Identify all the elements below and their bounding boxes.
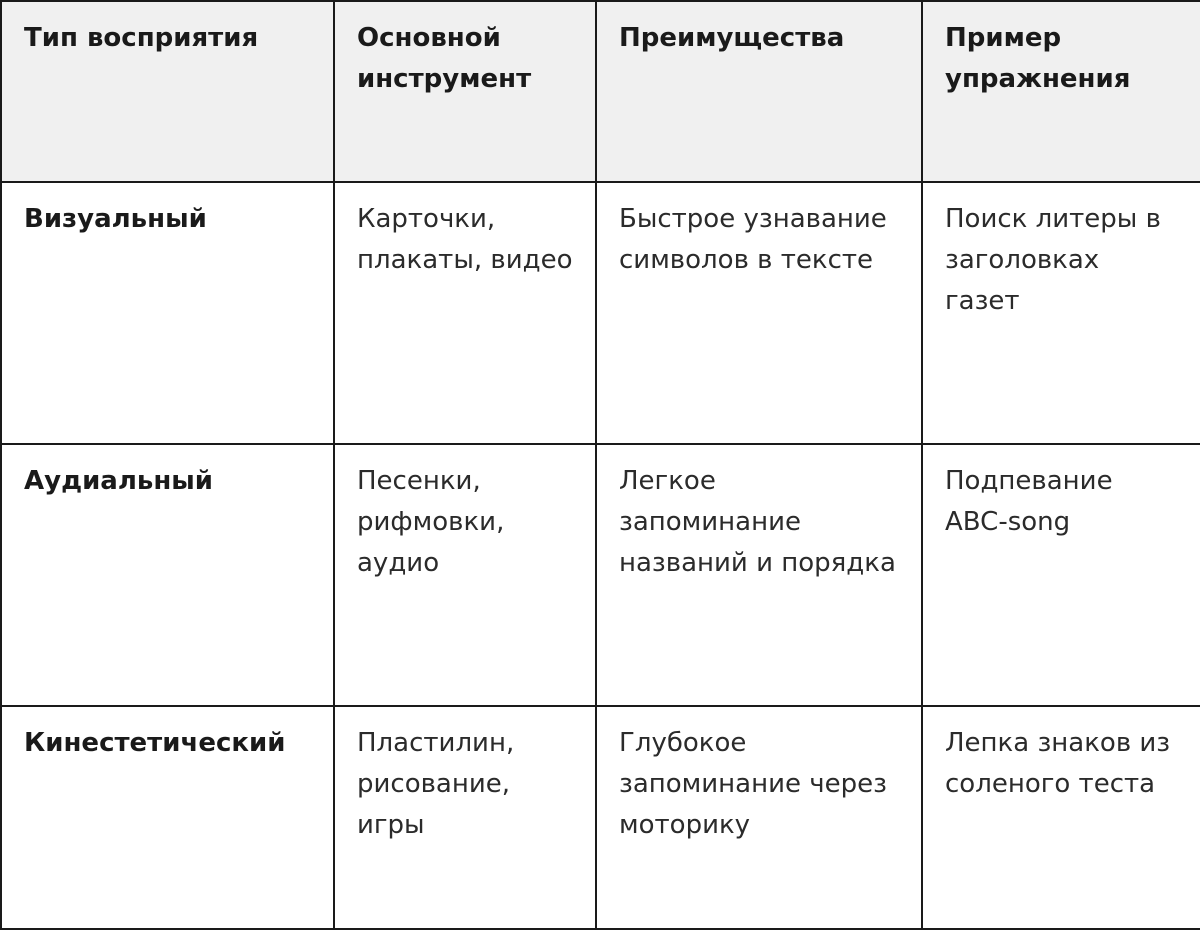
row-main-tool: Песенки, рифмовки, аудио: [334, 444, 596, 706]
row-advantage: Глубокое запоминание через моторику: [596, 706, 922, 929]
row-perception-type: Визуальный: [1, 182, 334, 444]
header-advantages: Преимущества: [596, 1, 922, 182]
row-main-tool: Пластилин, рисование, игры: [334, 706, 596, 929]
row-exercise: Поиск литеры в заголовках газет: [922, 182, 1200, 444]
header-perception-type: Тип восприятия: [1, 1, 334, 182]
table-row: [1, 444, 1200, 706]
header-exercise-example: Пример упражнения: [922, 1, 1200, 182]
table-row: [1, 706, 1200, 929]
header-main-tool: Основной инструмент: [334, 1, 596, 182]
row-exercise: Подпевание ABC-song: [922, 444, 1200, 706]
table-header-row: [1, 1, 1200, 182]
row-main-tool: Карточки, плакаты, видео: [334, 182, 596, 444]
row-perception-type: Аудиальный: [1, 444, 334, 706]
row-exercise: Лепка знаков из соленого теста: [922, 706, 1200, 929]
table-row: [1, 182, 1200, 444]
row-advantage: Быстрое узнавание символов в тексте: [596, 182, 922, 444]
row-advantage: Легкое запоминание названий и порядка: [596, 444, 922, 706]
row-perception-type: Кинестетический: [1, 706, 334, 929]
